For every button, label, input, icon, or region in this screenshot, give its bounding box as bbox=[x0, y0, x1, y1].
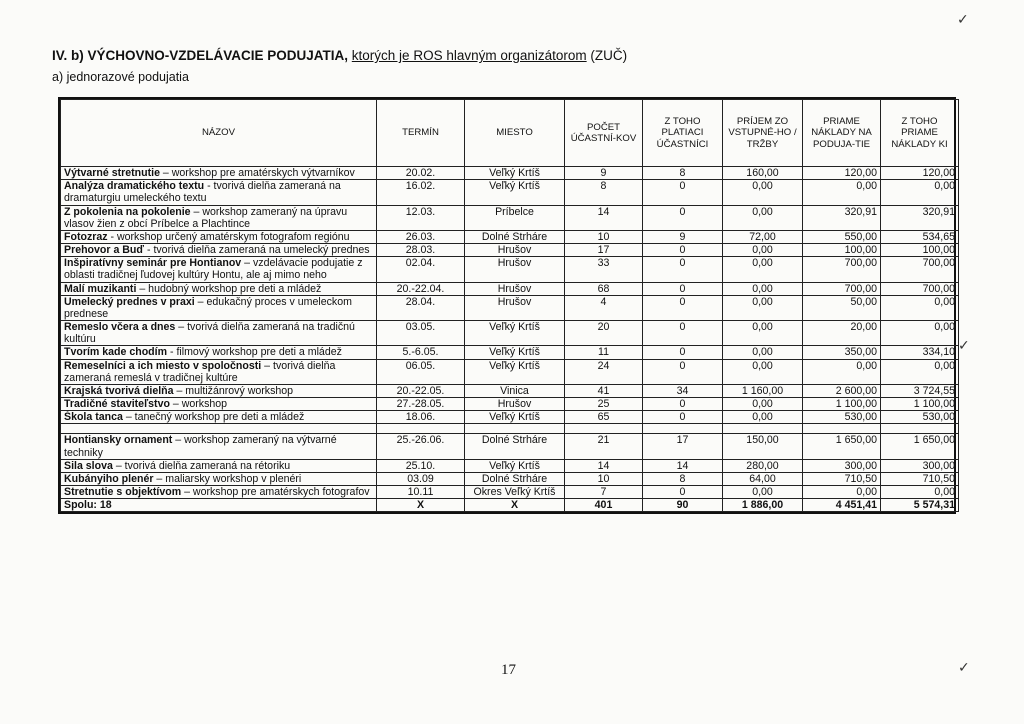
table-row bbox=[61, 346, 959, 359]
cell-costs: 350,00 bbox=[803, 346, 881, 359]
heading-bold: IV. b) VÝCHOVNO-VZDELÁVACIE PODUJATIA, bbox=[52, 48, 349, 63]
table-row bbox=[61, 282, 959, 295]
col-header-name: NÁZOV bbox=[61, 100, 377, 167]
event-description: – workshop zameraný na výtvarné techniky bbox=[64, 434, 337, 459]
cell-term: 25.10. bbox=[377, 459, 465, 472]
cell-name bbox=[61, 295, 377, 320]
cell-costs: 0,00 bbox=[803, 359, 881, 384]
cell-place: Dolné Strháre bbox=[465, 472, 565, 485]
cell-paying: 0 bbox=[643, 398, 723, 411]
cell-term: 20.02. bbox=[377, 167, 465, 180]
table-row bbox=[61, 398, 959, 411]
cell-costs: 2 600,00 bbox=[803, 384, 881, 397]
cell-place: Hrušov bbox=[465, 257, 565, 282]
cell-place: Hrušov bbox=[465, 295, 565, 320]
event-description: – tvorivá dielňa zameraná na rétoriku bbox=[112, 459, 291, 472]
cell-name bbox=[61, 472, 377, 485]
event-title: Výtvarné stretnutie bbox=[64, 167, 160, 179]
cell-ki: 534,65 bbox=[881, 230, 959, 243]
check-mark-icon: ✓ bbox=[957, 12, 969, 28]
table-row bbox=[61, 321, 959, 346]
cell-ki: 0,00 bbox=[881, 321, 959, 346]
empty-cell bbox=[881, 424, 959, 434]
cell-term: 16.02. bbox=[377, 180, 465, 205]
cell-paying: 0 bbox=[643, 321, 723, 346]
cell-term: X bbox=[377, 499, 465, 512]
event-title: Hontiansky ornament bbox=[64, 434, 173, 447]
event-title: Stretnutie s objektívom bbox=[64, 486, 182, 499]
cell-paying: 90 bbox=[643, 499, 723, 512]
cell-term: 06.05. bbox=[377, 359, 465, 384]
cell-income: 160,00 bbox=[723, 167, 803, 180]
cell-count: 65 bbox=[565, 411, 643, 424]
cell-costs: 0,00 bbox=[803, 486, 881, 499]
event-description: – tanečný workshop pre deti a mládež bbox=[122, 411, 305, 424]
empty-cell bbox=[643, 424, 723, 434]
cell-paying: 0 bbox=[643, 180, 723, 205]
events-table-frame bbox=[58, 97, 956, 514]
table-row bbox=[61, 230, 959, 243]
cell-income: 0,00 bbox=[723, 295, 803, 320]
cell-ki: 3 724,55 bbox=[881, 384, 959, 397]
cell-name bbox=[61, 359, 377, 384]
cell-name bbox=[61, 434, 377, 459]
col-header-costs: PRIAME NÁKLADY NA PODUJA-TIE bbox=[803, 100, 881, 167]
event-description: - workshop určený amatérskym fotografom regiónu bbox=[107, 230, 350, 243]
cell-count: 10 bbox=[565, 230, 643, 243]
cell-costs: 4 451,41 bbox=[803, 499, 881, 512]
event-description: – edukačný proces v umeleckom prednese bbox=[64, 295, 352, 320]
cell-paying: 0 bbox=[643, 257, 723, 282]
empty-cell bbox=[61, 424, 377, 434]
table-row bbox=[61, 295, 959, 320]
cell-paying: 8 bbox=[643, 167, 723, 180]
empty-cell bbox=[565, 424, 643, 434]
event-title: Analýza dramatického textu bbox=[64, 180, 205, 193]
event-title: Remeslo včera a dnes bbox=[64, 321, 176, 334]
cell-term: 28.03. bbox=[377, 244, 465, 257]
cell-name bbox=[61, 384, 377, 397]
cell-income: 0,00 bbox=[723, 205, 803, 230]
event-title: Krajská tvorivá dielňa bbox=[64, 384, 174, 397]
cell-place: Veľký Krtíš bbox=[465, 459, 565, 472]
cell-paying: 0 bbox=[643, 205, 723, 230]
cell-place: Dolné Strháre bbox=[465, 434, 565, 459]
cell-term: 03.05. bbox=[377, 321, 465, 346]
event-title: Tradičné staviteľstvo bbox=[64, 398, 170, 411]
cell-place: Príbelce bbox=[465, 205, 565, 230]
cell-name bbox=[61, 398, 377, 411]
page-number: 17 bbox=[501, 662, 516, 678]
cell-term: 25.-26.06. bbox=[377, 434, 465, 459]
cell-name bbox=[61, 167, 377, 180]
event-description: - tvorivá dielňa zameraná na umelecký prednes bbox=[144, 244, 370, 257]
col-header-income: PRÍJEM ZO VSTUPNÉ-HO / TRŽBY bbox=[723, 100, 803, 167]
cell-count: 21 bbox=[565, 434, 643, 459]
event-title: Tvorím kade chodím bbox=[64, 346, 168, 359]
event-description: – maliarsky workshop v plenéri bbox=[153, 472, 302, 485]
cell-name bbox=[61, 244, 377, 257]
cell-name bbox=[61, 205, 377, 230]
cell-count: 8 bbox=[565, 180, 643, 205]
cell-costs: 700,00 bbox=[803, 257, 881, 282]
cell-ki: 300,00 bbox=[881, 459, 959, 472]
cell-ki: 1 650,00 bbox=[881, 434, 959, 459]
empty-cell bbox=[465, 424, 565, 434]
table-row bbox=[61, 244, 959, 257]
event-description: – hudobný workshop pre deti a mládež bbox=[136, 282, 322, 295]
cell-paying: 34 bbox=[643, 384, 723, 397]
cell-ki: 320,91 bbox=[881, 205, 959, 230]
cell-paying: 0 bbox=[643, 486, 723, 499]
cell-place: Veľký Krtíš bbox=[465, 180, 565, 205]
event-description: – workshop pre amatérskych výtvarníkov bbox=[159, 167, 355, 179]
event-title: Kubányiho plenér bbox=[64, 472, 154, 485]
table-row bbox=[61, 384, 959, 397]
cell-place: Veľký Krtíš bbox=[465, 411, 565, 424]
cell-ki: 700,00 bbox=[881, 257, 959, 282]
cell-income: 150,00 bbox=[723, 434, 803, 459]
cell-paying: 0 bbox=[643, 295, 723, 320]
cell-count: 10 bbox=[565, 472, 643, 485]
event-title: Remeselníci a ich miesto v spoločnosti bbox=[64, 359, 262, 372]
cell-paying: 0 bbox=[643, 411, 723, 424]
table-row bbox=[61, 472, 959, 485]
cell-income: 64,00 bbox=[723, 472, 803, 485]
cell-costs: 50,00 bbox=[803, 295, 881, 320]
cell-count: 9 bbox=[565, 167, 643, 180]
cell-place: Veľký Krtíš bbox=[465, 359, 565, 384]
cell-income: 0,00 bbox=[723, 486, 803, 499]
cell-ki: 100,00 bbox=[881, 244, 959, 257]
cell-count: 17 bbox=[565, 244, 643, 257]
cell-name bbox=[61, 180, 377, 205]
cell-count: 14 bbox=[565, 205, 643, 230]
col-header-place: MIESTO bbox=[465, 100, 565, 167]
cell-costs: 100,00 bbox=[803, 244, 881, 257]
empty-cell bbox=[377, 424, 465, 434]
cell-costs: 300,00 bbox=[803, 459, 881, 472]
cell-name bbox=[61, 411, 377, 424]
cell-paying: 0 bbox=[643, 244, 723, 257]
table-row bbox=[61, 167, 959, 180]
cell-costs: 530,00 bbox=[803, 411, 881, 424]
cell-term: 03.09 bbox=[377, 472, 465, 485]
cell-term: 5.-6.05. bbox=[377, 346, 465, 359]
cell-term: 26.03. bbox=[377, 230, 465, 243]
cell-costs: 120,00 bbox=[803, 167, 881, 180]
cell-ki: 0,00 bbox=[881, 359, 959, 384]
col-header-paying: Z TOHO PLATIACI ÚČASTNÍCI bbox=[643, 100, 723, 167]
cell-paying: 0 bbox=[643, 282, 723, 295]
cell-ki: 0,00 bbox=[881, 486, 959, 499]
cell-income: 0,00 bbox=[723, 180, 803, 205]
cell-ki: 120,00 bbox=[881, 167, 959, 180]
table-row bbox=[61, 205, 959, 230]
cell-ki: 5 574,31 bbox=[881, 499, 959, 512]
table-row bbox=[61, 411, 959, 424]
total-label: Spolu: 18 bbox=[61, 499, 377, 512]
event-description: – vzdelávacie podujatie z oblasti tradičnej ľudovej kultúry Hontu, ale aj mimo neho bbox=[64, 257, 363, 282]
cell-paying: 0 bbox=[643, 346, 723, 359]
cell-ki: 334,10 bbox=[881, 346, 959, 359]
cell-place: X bbox=[465, 499, 565, 512]
cell-costs: 1 100,00 bbox=[803, 398, 881, 411]
event-description: - tvorivá dielňa zameraná na dramaturgiu umeleckého textu bbox=[64, 180, 341, 205]
cell-income: 280,00 bbox=[723, 459, 803, 472]
cell-term: 27.-28.05. bbox=[377, 398, 465, 411]
cell-count: 68 bbox=[565, 282, 643, 295]
table-row bbox=[61, 359, 959, 384]
cell-costs: 700,00 bbox=[803, 282, 881, 295]
cell-count: 14 bbox=[565, 459, 643, 472]
cell-costs: 1 650,00 bbox=[803, 434, 881, 459]
table-row bbox=[61, 180, 959, 205]
cell-count: 24 bbox=[565, 359, 643, 384]
cell-name bbox=[61, 282, 377, 295]
cell-place: Veľký Krtíš bbox=[465, 167, 565, 180]
event-description: – tvorivá dielňa zameraná remeslá v tradičnej kultúre bbox=[64, 359, 336, 384]
heading-underlined: ktorých je ROS hlavným organizátorom bbox=[351, 48, 587, 63]
cell-costs: 0,00 bbox=[803, 180, 881, 205]
event-title: Umelecký prednes v praxi bbox=[64, 295, 195, 308]
cell-costs: 320,91 bbox=[803, 205, 881, 230]
cell-income: 1 160,00 bbox=[723, 384, 803, 397]
col-header-ki: Z TOHO PRIAME NÁKLADY KI bbox=[881, 100, 959, 167]
spacer-row bbox=[61, 424, 959, 434]
cell-income: 0,00 bbox=[723, 321, 803, 346]
check-mark-icon: ✓ bbox=[958, 338, 970, 354]
cell-paying: 0 bbox=[643, 359, 723, 384]
section-heading bbox=[52, 48, 627, 63]
col-header-count: POČET ÚČASTNÍ-KOV bbox=[565, 100, 643, 167]
cell-income: 0,00 bbox=[723, 398, 803, 411]
cell-place: Vinica bbox=[465, 384, 565, 397]
cell-income: 0,00 bbox=[723, 257, 803, 282]
col-header-term: TERMÍN bbox=[377, 100, 465, 167]
cell-place: Veľký Krtíš bbox=[465, 321, 565, 346]
empty-cell bbox=[803, 424, 881, 434]
event-title: Malí muzikanti bbox=[64, 282, 137, 295]
cell-income: 0,00 bbox=[723, 359, 803, 384]
events-table bbox=[60, 99, 959, 512]
cell-term: 28.04. bbox=[377, 295, 465, 320]
cell-count: 25 bbox=[565, 398, 643, 411]
event-description: – workshop zameraný na úpravu vlasov žien z obcí Príbelce a Plachtince bbox=[64, 205, 348, 230]
event-description: – workshop pre amatérskych fotografov bbox=[181, 486, 370, 499]
cell-ki: 700,00 bbox=[881, 282, 959, 295]
cell-name bbox=[61, 459, 377, 472]
cell-paying: 14 bbox=[643, 459, 723, 472]
event-title: Prehovor a Buď bbox=[64, 244, 145, 257]
cell-place: Hrušov bbox=[465, 282, 565, 295]
table-row bbox=[61, 257, 959, 282]
event-description: – workshop bbox=[169, 398, 228, 411]
cell-income: 0,00 bbox=[723, 411, 803, 424]
cell-income: 0,00 bbox=[723, 282, 803, 295]
cell-place: Dolné Strháre bbox=[465, 230, 565, 243]
event-title: Sila slova bbox=[64, 459, 113, 472]
cell-paying: 17 bbox=[643, 434, 723, 459]
cell-income: 0,00 bbox=[723, 346, 803, 359]
cell-count: 41 bbox=[565, 384, 643, 397]
heading-tail: (ZUČ) bbox=[590, 48, 628, 63]
event-description: – multižánrový workshop bbox=[173, 384, 294, 397]
table-row bbox=[61, 459, 959, 472]
cell-costs: 710,50 bbox=[803, 472, 881, 485]
event-title: Z pokolenia na pokolenie bbox=[64, 205, 191, 218]
event-description: - filmový workshop pre deti a mládež bbox=[167, 346, 342, 359]
event-description: – tvorivá dielňa zameraná na tradičnú kultúru bbox=[64, 321, 355, 346]
cell-ki: 530,00 bbox=[881, 411, 959, 424]
cell-income: 72,00 bbox=[723, 230, 803, 243]
cell-ki: 710,50 bbox=[881, 472, 959, 485]
event-title: Fotozraz bbox=[64, 230, 108, 243]
cell-place: Hrušov bbox=[465, 398, 565, 411]
total-row bbox=[61, 499, 959, 512]
cell-name bbox=[61, 346, 377, 359]
cell-count: 7 bbox=[565, 486, 643, 499]
cell-name bbox=[61, 257, 377, 282]
cell-paying: 9 bbox=[643, 230, 723, 243]
cell-place: Veľký Krtíš bbox=[465, 346, 565, 359]
cell-name bbox=[61, 321, 377, 346]
cell-count: 11 bbox=[565, 346, 643, 359]
cell-income: 0,00 bbox=[723, 244, 803, 257]
cell-term: 20.-22.04. bbox=[377, 282, 465, 295]
table-row bbox=[61, 434, 959, 459]
header-row bbox=[61, 100, 959, 167]
cell-count: 20 bbox=[565, 321, 643, 346]
cell-name bbox=[61, 230, 377, 243]
event-title: Škola tanca bbox=[64, 411, 123, 424]
subsection-heading: a) jednorazové podujatia bbox=[52, 70, 189, 84]
cell-term: 20.-22.05. bbox=[377, 384, 465, 397]
cell-ki: 0,00 bbox=[881, 295, 959, 320]
cell-count: 401 bbox=[565, 499, 643, 512]
cell-count: 4 bbox=[565, 295, 643, 320]
cell-place: Okres Veľký Krtíš bbox=[465, 486, 565, 499]
cell-term: 18.06. bbox=[377, 411, 465, 424]
cell-term: 10.11 bbox=[377, 486, 465, 499]
cell-name bbox=[61, 486, 377, 499]
cell-place: Hrušov bbox=[465, 244, 565, 257]
empty-cell bbox=[723, 424, 803, 434]
cell-count: 33 bbox=[565, 257, 643, 282]
check-mark-icon: ✓ bbox=[958, 660, 970, 676]
cell-costs: 20,00 bbox=[803, 321, 881, 346]
cell-term: 12.03. bbox=[377, 205, 465, 230]
cell-costs: 550,00 bbox=[803, 230, 881, 243]
cell-paying: 8 bbox=[643, 472, 723, 485]
cell-term: 02.04. bbox=[377, 257, 465, 282]
table-row bbox=[61, 486, 959, 499]
cell-income: 1 886,00 bbox=[723, 499, 803, 512]
event-title: Inšpiratívny seminár pre Hontianov bbox=[64, 257, 242, 270]
cell-ki: 0,00 bbox=[881, 180, 959, 205]
cell-ki: 1 100,00 bbox=[881, 398, 959, 411]
